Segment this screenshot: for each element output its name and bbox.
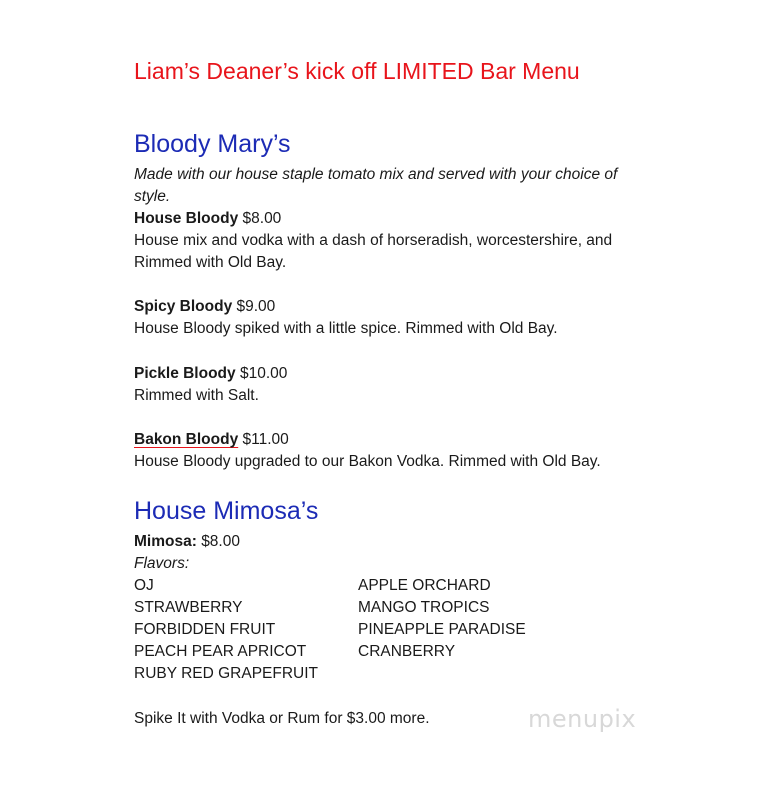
flavor-item: STRAWBERRY [134,599,243,616]
flavors-label: Flavors: [134,555,190,572]
flavor-item: OJ [134,577,154,594]
mimosa-heading: House Mimosa’s [134,497,319,525]
flavor-item: PINEAPPLE PARADISE [358,621,526,638]
item-price: $10.00 [239,365,288,382]
item-name: Pickle Bloody [134,365,236,382]
item-price: $9.00 [236,298,276,315]
spike-note: Spike It with Vodka or Rum for $3.00 more. [134,710,430,727]
item-description: Rimmed with Salt. [134,387,259,404]
bloody-mary-heading: Bloody Mary’s [134,130,291,158]
menu-item-bakon-bloody [134,429,289,451]
bloody-intro-line-2: style. [134,188,171,205]
flavor-item: CRANBERRY [358,643,456,660]
menu-title: Liam’s Deaner’s kick off LIMITED Bar Menu [134,58,580,84]
item-name: House Bloody [134,210,239,227]
item-name: Mimosa: [134,533,197,550]
flavor-item: PEACH PEAR APRICOT [134,643,307,660]
bloody-intro-line-1: Made with our house staple tomato mix and served with your choice of [134,166,618,183]
flavor-item: FORBIDDEN FRUIT [134,621,276,638]
menu-item-mimosa [134,531,240,553]
item-price: $8.00 [201,533,240,550]
menu-item-house-bloody [134,208,281,230]
item-description: House Bloody spiked with a little spice. Rimmed with Old Bay. [134,320,558,337]
menu-item-pickle-bloody [134,363,287,385]
item-description: House Bloody upgraded to our Bakon Vodka. Rimmed with Old Bay. [134,453,601,470]
item-description: Rimmed with Old Bay. [134,254,287,271]
menu-item-spicy-bloody [134,296,275,318]
item-name: Bakon Bloody [134,431,239,448]
flavor-item: APPLE ORCHARD [358,577,491,594]
item-price: $11.00 [242,431,289,448]
flavor-item: MANGO TROPICS [358,599,490,616]
flavor-item: RUBY RED GRAPEFRUIT [134,665,319,682]
menupix-watermark: menupix [528,705,637,733]
item-price: $8.00 [242,210,282,227]
item-description: House mix and vodka with a dash of horseradish, worcestershire, and [134,232,613,249]
item-name: Spicy Bloody [134,298,233,315]
